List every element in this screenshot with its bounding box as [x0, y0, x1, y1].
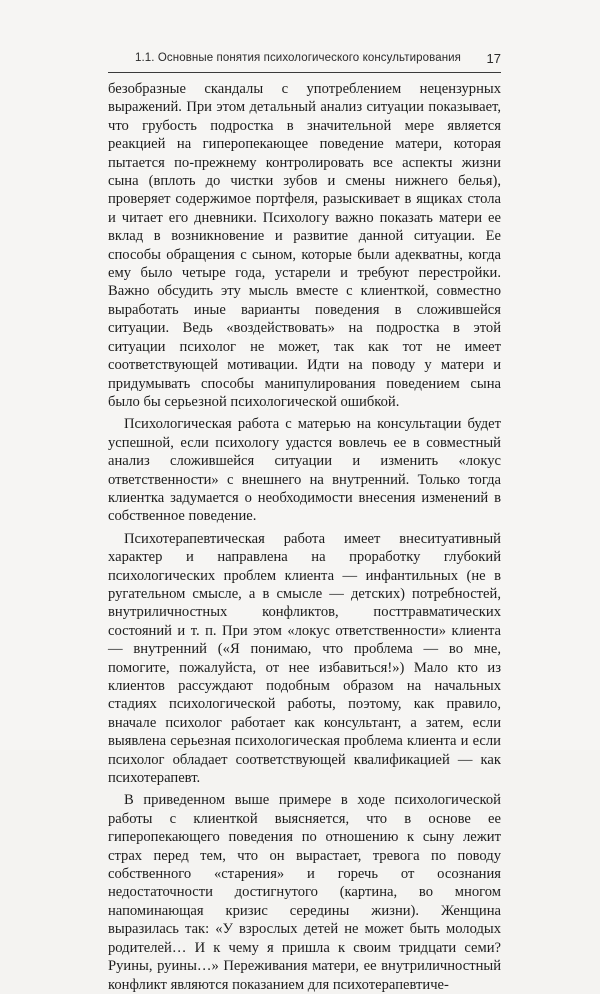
running-head [108, 50, 501, 73]
paragraph: Психотерапевтическая работа имеет внеситуативный характер и направлена на проработку глубокий психологических проблем клиента — инфантильных (не в ругательном смысле, а в смысле — детских) потребностей, внутриличностных конфликтов, посттравматических состояний и т. п. При этом «локус ответственности» клиента — внутренний («Я понимаю, что проблема — во мне, помогите, пожалуйста, от нее избавиться!») Мало кто из клиентов рассуждают подобным образом на начальных стадиях психологической работы, поэтому, как правило, вначале психолог работает как консультант, а затем, если выявлена серьезная психологическая проблема клиента и если психолог обладает соответствующей квалификацией — как психотерапевт. [108, 530, 501, 787]
paragraph-continuation: безобразные скандалы с употреблением нецензурных выражений. При этом детальный анализ ситуации показывает, что грубость подростка в значительной мере является реакцией на гиперопекающее поведение матери, которая пытается по-прежнему контролировать все аспекты жизни сына (вплоть до чистки зубов и смены нижнего белья), проверяет содержимое портфеля, разыскивает в ящиках стола и читает его дневники. Психологу важно показать матери ее вклад в возникновение и развитие данной ситуации. Ее способы обращения с сыном, которые были адекватны, когда ему было четыре года, устарели и требуют перестройки. Важно обсудить эту мысль вместе с клиенткой, совместно выработать иные варианты поведения в сложившейся ситуации. Ведь «воздействовать» на подростка в этой ситуации психолог не может, так как тот не имеет соответствующей мотивации. Идти на поводу у матери и придумывать способы манипулирования поведением сына было бы серьезной психологической ошибкой. [108, 81, 501, 410]
body-text [108, 80, 501, 994]
page-number: 17 [486, 51, 501, 66]
running-head-section-title: 1.1. Основные понятия психологического консультирования [134, 52, 461, 64]
paragraph: В приведенном выше примере в ходе психологической работы с клиенткой выясняется, что в основе ее гиперопекающего поведения по отношению к сыну лежит страх перед тем, что он вырастает, тревога по поводу собственного «старения» и горечь от осознания недостаточности достигнутого (картина, во многом напоминающая кризис середины жизни). Женщина выразилась так: «У взрослых детей не может быть молодых родителей… И к чему я пришла к своим тридцати семи? Руины, руины…» Переживания матери, ее внутриличностный конфликт являются показанием для психотерапевтиче- [108, 792, 501, 993]
paragraph: Психологическая работа с матерью на консультации будет успешной, если психологу удастся вовлечь ее в совместный анализ сложившейся ситуации и изменить «локус ответственности» с внешнего на внутренний. Только тогда клиентка задумается о необходимости внесения изменений в собственное поведение. [108, 416, 501, 525]
